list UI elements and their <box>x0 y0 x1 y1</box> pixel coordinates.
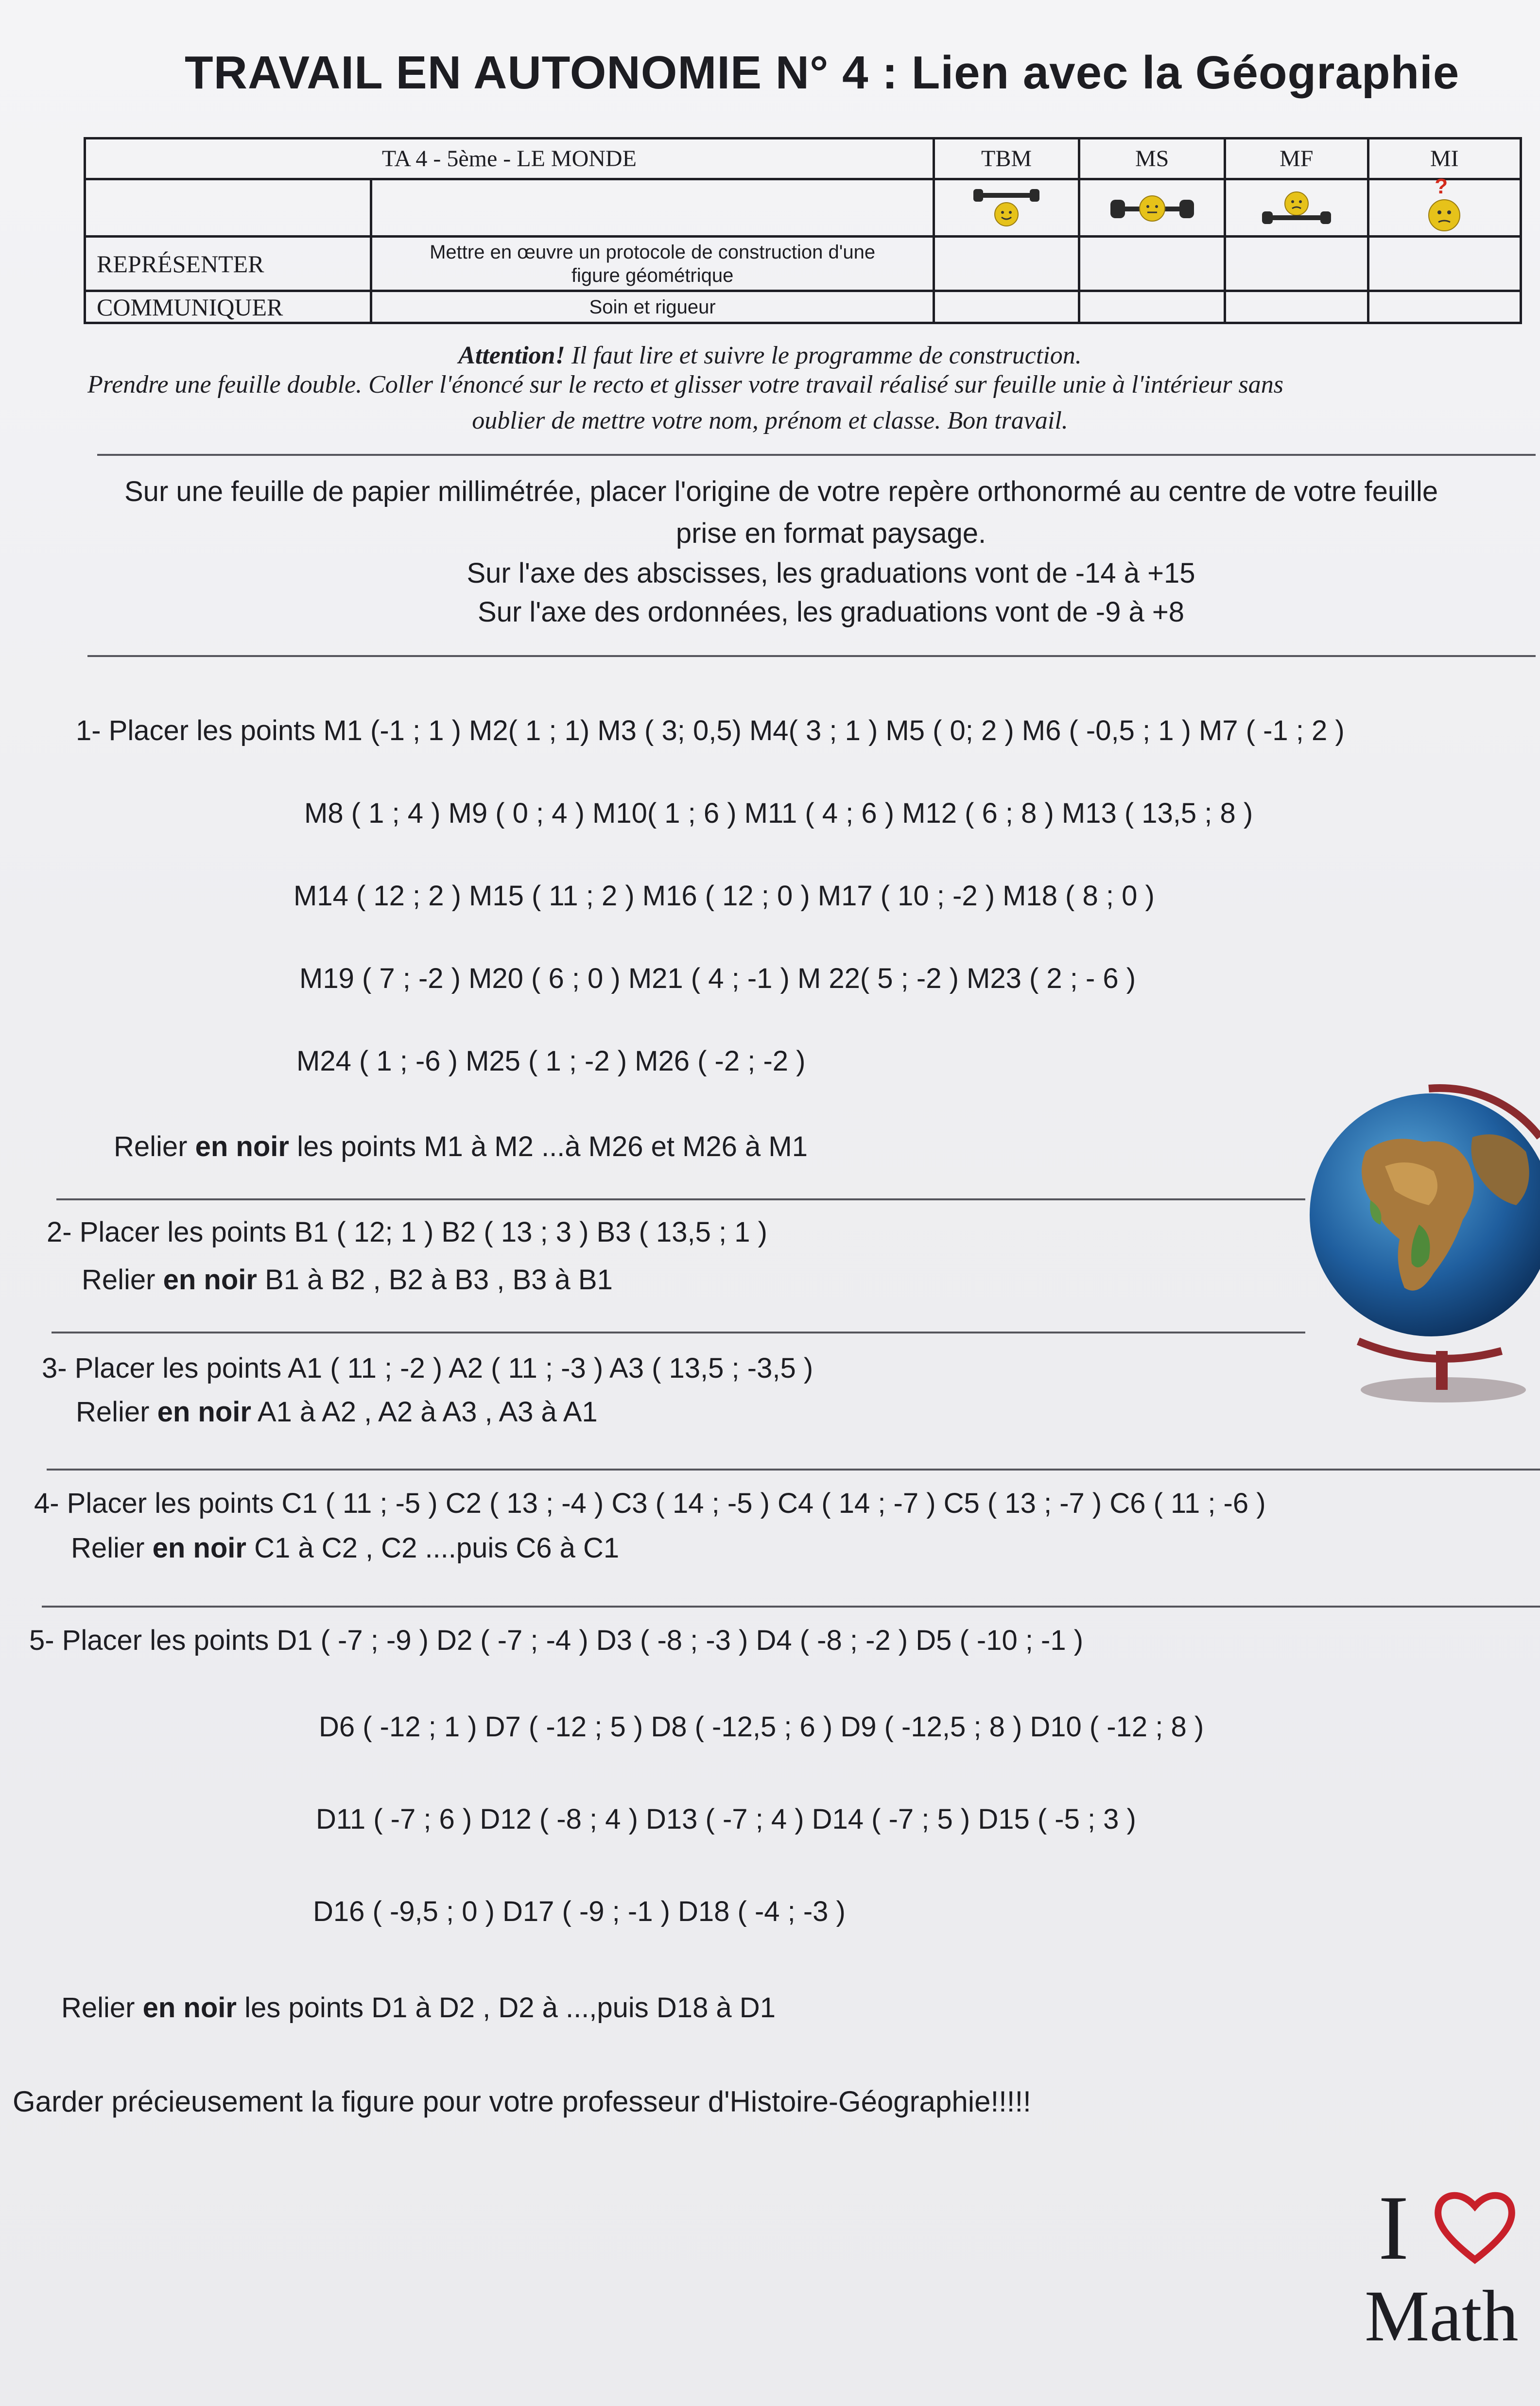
setup-line: Sur l'axe des ordonnées, les graduations vont de -9 à +8 <box>478 596 1184 628</box>
skill-represent-desc <box>371 237 934 291</box>
ms-icon-cell <box>1079 179 1225 237</box>
level-tbm: TBM <box>934 138 1079 179</box>
section5-line: 5- Placer les points D1 ( -7 ; -9 ) D2 ( -7 ; -4 ) D3 ( -8 ; -3 ) D4 ( -8 ; -2 ) D5 ( -10 ; -1 ) <box>29 1625 1084 1656</box>
section5-line: D16 ( -9,5 ; 0 ) D17 ( -9 ; -1 ) D18 ( -4 ; -3 ) <box>313 1896 846 1927</box>
setup-line: prise en format paysage. <box>675 518 986 549</box>
section1-line: M8 ( 1 ; 4 ) M9 ( 0 ; 4 ) M10( 1 ; 6 ) M11 ( 4 ; 6 ) M12 ( 6 ; 8 ) M13 ( 13,5 ; 8 ) <box>304 797 1253 829</box>
worksheet-title: TRAVAIL EN AUTONOMIE N° 4 : Lien avec la Géographie <box>185 47 1460 99</box>
section1-line: M19 ( 7 ; -2 ) M20 ( 6 ; 0 ) M21 ( 4 ; -1 ) M 22( 5 ; -2 ) M23 ( 2 ; - 6 ) <box>299 963 1136 994</box>
divider <box>56 1198 1305 1200</box>
divider <box>87 655 1536 657</box>
divider <box>42 1606 1540 1608</box>
skill-communicate-desc: Soin et rigueur <box>371 291 934 323</box>
connect-text: B1 à B2 , B2 à B3 , B3 à B1 <box>257 1264 613 1296</box>
connect-text: Relier <box>71 1532 153 1564</box>
confused-smiley-icon <box>1427 198 1462 233</box>
level-mf: MF <box>1225 138 1368 179</box>
level-mi: MI <box>1368 138 1521 179</box>
divider <box>52 1332 1305 1333</box>
section3-connect <box>76 1396 598 1428</box>
desc-line: Mettre en œuvre un protocole de construction d'une <box>430 241 876 263</box>
connect-text: Relier <box>61 1992 143 2024</box>
section4-line: 4- Placer les points C1 ( 11 ; -5 ) C2 ( 13 ; -4 ) C3 ( 14 ; -5 ) C4 ( 14 ; -7 ) C5 ( 13 ; -7 ) C6 ( 11 ; -6 ) <box>34 1488 1266 1519</box>
section5-connect <box>61 1991 776 2024</box>
level-ms: MS <box>1079 138 1225 179</box>
section1-line: M14 ( 12 ; 2 ) M15 ( 11 ; 2 ) M16 ( 12 ; 0 ) M17 ( 10 ; -2 ) M18 ( 8 ; 0 ) <box>294 880 1155 912</box>
section5-line: D11 ( -7 ; 6 ) D12 ( -8 ; 4 ) D13 ( -7 ; 4 ) D14 ( -7 ; 5 ) D15 ( -5 ; 3 ) <box>316 1803 1136 1835</box>
connect-text: Relier <box>82 1264 163 1296</box>
grade-cell[interactable] <box>1079 237 1225 291</box>
heart-icon <box>1434 2187 1516 2265</box>
section2-connect <box>82 1264 613 1296</box>
skill-represent: REPRÉSENTER <box>85 237 371 291</box>
section3-line: 3- Placer les points A1 ( 11 ; -2 ) A2 ( 11 ; -3 ) A3 ( 13,5 ; -3,5 ) <box>42 1352 813 1384</box>
grade-cell[interactable] <box>1368 291 1521 323</box>
connect-color: en noir <box>195 1131 289 1162</box>
setup-line: Sur une feuille de papier millimétrée, placer l'origine de votre repère orthonormé au centre de votre feuille <box>124 476 1438 507</box>
section1-line: 1- Placer les points M1 (-1 ; 1 ) M2( 1 ; 1) M3 ( 3; 0,5) M4( 3 ; 1 ) M5 ( 0; 2 ) M6 ( -0,5 ; 1 ) M7 ( -1 ; 2 ) <box>76 715 1345 746</box>
empty-cell <box>85 179 371 237</box>
grade-cell[interactable] <box>1079 291 1225 323</box>
divider <box>97 454 1536 456</box>
mi-icon-cell <box>1368 174 1521 237</box>
grade-cell[interactable] <box>1225 237 1368 291</box>
grade-cell[interactable] <box>934 291 1079 323</box>
grade-cell[interactable] <box>1368 237 1521 291</box>
connect-color: en noir <box>163 1264 257 1296</box>
desc-line: figure géométrique <box>571 264 734 286</box>
section5-line: D6 ( -12 ; 1 ) D7 ( -12 ; 5 ) D8 ( -12,5 ; 6 ) D9 ( -12,5 ; 8 ) D10 ( -12 ; 8 ) <box>319 1711 1204 1743</box>
section4-connect <box>71 1532 619 1564</box>
connect-text: Relier <box>76 1396 157 1428</box>
grade-cell[interactable] <box>1225 291 1368 323</box>
connect-text: C1 à C2 , C2 ....puis C6 à C1 <box>246 1532 620 1564</box>
logo-math: Math <box>1365 2276 1519 2356</box>
instruction-line: Prendre une feuille double. Coller l'énoncé sur le recto et glisser votre travail réalisé sur feuille unie à l'intérieur sans <box>87 371 1283 398</box>
tbm-icon-cell <box>934 179 1079 237</box>
section1-connect <box>114 1130 808 1163</box>
section2-line: 2- Placer les points B1 ( 12; 1 ) B2 ( 13 ; 3 ) B3 ( 13,5 ; 1 ) <box>47 1216 767 1248</box>
connect-text: les points M1 à M2 ...à M26 et M26 à M1 <box>289 1131 808 1162</box>
smiley-dumbbell-up-icon <box>972 186 1040 230</box>
connect-text: les points D1 à D2 , D2 à ...,puis D18 à D1 <box>236 1992 776 2024</box>
evaluation-table <box>84 137 1522 324</box>
grade-cell[interactable] <box>934 237 1079 291</box>
closing-note: Garder précieusement la figure pour votre professeur d'Histoire-Géographie!!!!! <box>13 2085 1031 2118</box>
question-mark-icon: ? <box>1435 174 1448 198</box>
table-header-label: TA 4 - 5ème - LE MONDE <box>85 138 934 179</box>
empty-cell <box>371 179 934 237</box>
divider <box>47 1469 1540 1471</box>
attention-line <box>0 341 1540 370</box>
connect-text: Relier <box>114 1131 195 1162</box>
attention-label: Attention! <box>458 342 565 369</box>
smiley-dumbbell-down-icon <box>1260 186 1333 230</box>
logo-i: I <box>1378 2177 1409 2279</box>
instruction-line: oublier de mettre votre nom, prénom et classe. Bon travail. <box>472 407 1068 434</box>
skill-communicate: COMMUNIQUER <box>85 291 371 323</box>
globe-icon <box>1307 1079 1540 1409</box>
section1-line: M24 ( 1 ; -6 ) M25 ( 1 ; -2 ) M26 ( -2 ; -2 ) <box>296 1045 806 1077</box>
connect-color: en noir <box>152 1532 246 1564</box>
connect-text: A1 à A2 , A2 à A3 , A3 à A1 <box>251 1396 598 1428</box>
attention-text: Il faut lire et suivre le programme de construction. <box>565 342 1082 369</box>
setup-line: Sur l'axe des abscisses, les graduations vont de -14 à +15 <box>467 557 1195 589</box>
connect-color: en noir <box>157 1396 251 1428</box>
mf-icon-cell <box>1225 179 1368 237</box>
smiley-dumbbell-middle-icon <box>1108 186 1196 230</box>
connect-color: en noir <box>142 1992 237 2024</box>
